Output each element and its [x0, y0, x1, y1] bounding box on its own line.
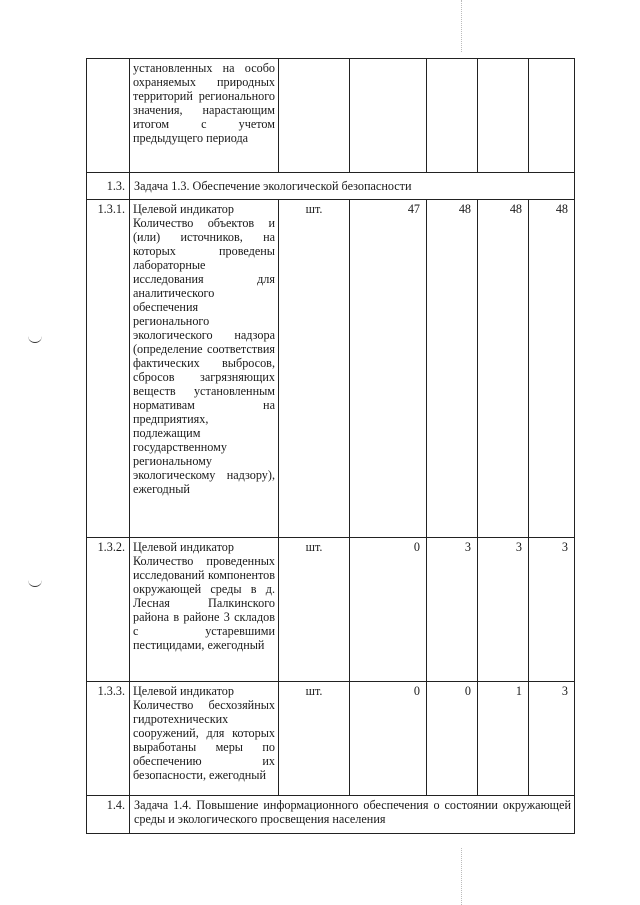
- unit-cell: шт.: [279, 538, 350, 682]
- unit-cell: [279, 59, 350, 173]
- value-cell: 0: [350, 682, 427, 796]
- value-cell: 1: [478, 682, 529, 796]
- table-row: [87, 59, 575, 173]
- value-cell: [478, 59, 529, 173]
- punch-hole-mark: [28, 336, 42, 343]
- value-cell: 3: [529, 538, 575, 682]
- indicator-name: Количество объектов и (или) источников, на которых проведены лабораторные исследования для аналитического обеспечения регионального экологического надзора (определение соответствия фактических выбросов, сбросов загрязняющих веществ установленным нормативам на предприятиях, подлежащим государственному региональному экологическому надзору), ежегодный: [133, 216, 275, 496]
- table-row: [87, 538, 575, 682]
- unit-cell: шт.: [279, 682, 350, 796]
- task-row: [87, 173, 575, 200]
- table-row: [87, 200, 575, 538]
- row-number-cell: 1.4.: [87, 796, 130, 834]
- indicator-label: Целевой индикатор: [133, 540, 234, 554]
- value-cell: 48: [529, 200, 575, 538]
- unit-cell: шт.: [279, 200, 350, 538]
- indicator-label: Целевой индикатор: [133, 202, 234, 216]
- task-title-cell: Задача 1.4. Повышение информационного обеспечения о состоянии окружающей среды и экологического просвещения населения: [130, 796, 575, 834]
- indicator-name-cell: [130, 200, 279, 538]
- value-cell: 47: [350, 200, 427, 538]
- row-number-cell: [87, 59, 130, 173]
- scan-artifact-line: [461, 0, 463, 52]
- value-cell: [529, 59, 575, 173]
- value-cell: 3: [427, 538, 478, 682]
- indicator-name-cell: [130, 682, 279, 796]
- row-number-cell: 1.3.1.: [87, 200, 130, 538]
- indicator-name-cell: [130, 538, 279, 682]
- value-cell: 3: [529, 682, 575, 796]
- value-cell: [350, 59, 427, 173]
- indicator-label: Целевой индикатор: [133, 684, 234, 698]
- value-cell: 3: [478, 538, 529, 682]
- indicators-table: [86, 58, 575, 834]
- row-number-cell: 1.3.: [87, 173, 130, 200]
- value-cell: 0: [427, 682, 478, 796]
- punch-hole-mark: [28, 580, 42, 587]
- value-cell: [427, 59, 478, 173]
- value-cell: 48: [427, 200, 478, 538]
- table-row: [87, 682, 575, 796]
- indicator-name: Количество проведенных исследований компонентов окружающей среды в д. Лесная Палкинского района в районе 3 складов с устаревшими пестицидами, ежегодный: [133, 554, 275, 652]
- value-cell: 48: [478, 200, 529, 538]
- task-row: [87, 796, 575, 834]
- indicator-name: Количество бесхозяйных гидротехнических сооружений, для которых выработаны меры по обеспечению их безопасности, ежегодный: [133, 698, 275, 782]
- scan-artifact-line: [461, 848, 463, 905]
- task-title-cell: Задача 1.3. Обеспечение экологической безопасности: [130, 173, 575, 200]
- indicator-name-cell: установленных на особо охраняемых природных территорий регионального значения, нарастающим итогом с учетом предыдущего периода: [130, 59, 279, 173]
- row-number-cell: 1.3.2.: [87, 538, 130, 682]
- row-number-cell: 1.3.3.: [87, 682, 130, 796]
- value-cell: 0: [350, 538, 427, 682]
